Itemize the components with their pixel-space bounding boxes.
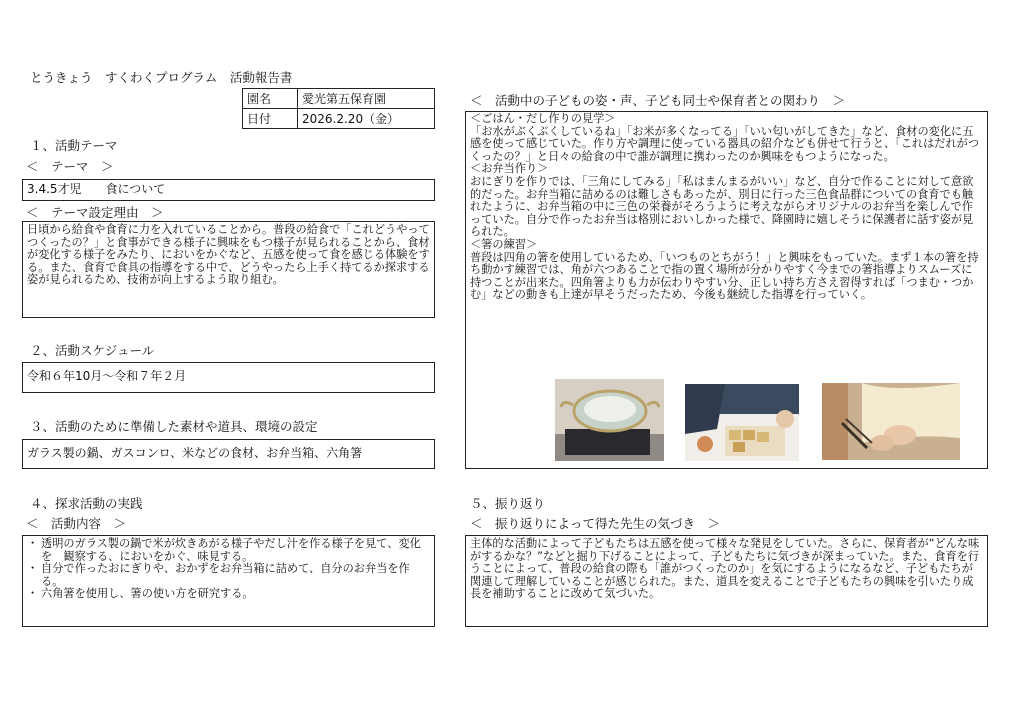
date-label: 日付 [243,109,298,129]
pot-photo-image [555,379,664,461]
materials-box [22,439,435,469]
interaction-heading: ＜ 活動中の子どもの姿・声、子ども同士や保育者との関わり ＞ [470,93,846,108]
schedule-box [22,362,435,393]
section1-heading: １、活動テーマ [30,138,118,153]
list-item: ・ 六角箸を使用し、箸の使い方を研究する。 [31,588,430,601]
facility-label: 園名 [243,89,298,109]
content-label: ＜ 活動内容 ＞ [26,516,127,531]
section3-heading: ３、活動のために準備した素材や道具、環境の設定 [30,419,318,434]
chopsticks-photo-image [822,383,960,460]
section5-heading: ５、振り返り [470,496,546,511]
theme-label: ＜ テーマ ＞ [26,159,114,174]
date-value: 2026.2.20（金） [298,109,435,129]
p2-title: ＜お弁当作り＞ [470,162,549,176]
theme-box [22,179,435,201]
reason-label: ＜ テーマ設定理由 ＞ [26,205,164,220]
facility-value: 愛光第五保育園 [298,89,435,109]
list-item: ・ 自分で作ったおにぎりや、おかずをお弁当箱に詰めて、自分のお弁当を作る。 [31,563,430,588]
list-item: ・ 透明のガラス製の鍋で米が炊きあがる様子やだし汁を作る様子を見て、変化を 観察する、においをかぐ、味見する。 [31,538,430,563]
document-title: とうきょう すくわくプログラム 活動報告書 [30,70,293,85]
theme-value: 3.4.5才児 食について [27,182,166,196]
interaction-text [466,112,987,304]
p1-title: ＜ごはん・だし作りの見学＞ [470,112,616,125]
meta-table [242,88,435,129]
schedule-value: 令和６年10月～令和７年２月 [27,369,187,383]
reason-box [22,221,435,318]
materials-value: ガラス製の鍋、ガスコンロ、米などの食材、お弁当箱、六角箸 [27,446,363,460]
pot-photo [555,379,664,461]
p1-text: 「お水がぶくぶくしているね」「お米が多くなってる」「いい匂いがしてきた」など、食材の変化に五感を使って感じていた。作り方や調理に使っている器具の紹介なども併せて行うと、「これはだれがつくったの？」と日々の給食の中で誰が調理に携わったのか興味をもつようになった。 [470,124,980,163]
section2-heading: ２、活動スケジュール [30,343,155,358]
content-list [23,536,434,601]
bento-photo-image [685,384,799,461]
reflection-label: ＜ 振り返りによって得た先生の気づき ＞ [470,516,721,531]
p2-text: おにぎりを作りでは、「三角にしてみる」「私はまんまるがいい」など、自分で作ることに対して意欲的だった。お弁当箱に詰めるのは難しさもあったが、別日に行った三色食品群についての食育でも触れたように、お弁当箱の中に三色の栄養がそろうように考えながらオリジナルのお弁当を楽しんで作っていた。自分で作ったお弁当は格別においしかった様で、降園時に嬉しそうに保護者に話す姿が見られた。 [470,174,974,239]
chopsticks-photo [822,383,960,460]
bento-photo [685,384,799,461]
reflection-text: 主体的な活動によって子どもたちは五感を使って様々な発見をしていた。さらに、保育者が“どんな味がするかな？”などと掘り下げることによって、子どもたちに気づきが深まっていた。また、食育を行うことによって、普段の給食の際も「誰がつくったのか」を気にするようになるなど、子どもたちが関連して理解していることが感じられた。また、道具を変えることで子どもたちの興味を引いたり成長を補助することに改めて気づいた。 [470,537,980,601]
reason-text: 日頃から給食や食育に力を入れていることから。普段の給食で「これどうやってつくったの？」と食事ができる様子に興味をもつ様子が見られることから、食材が変化する様子をみたり、においをかぐなど、五感を使って食を感じる体験をする。また、食育で食具の指導をする中で、どうやったら上手く持てるか探求する姿が見られるため、技術が向上するよう取り組む。 [27,223,430,287]
reflection-box [465,535,988,627]
content-box [22,535,435,627]
section4-heading: ４、探求活動の実践 [30,496,143,511]
p3-title: ＜箸の練習＞ [470,237,538,251]
p3-text: 普段は四角の箸を使用しているため、「いつものとちがう！」と興味をもっていた。まず１本の箸を持ち動かす練習では、角が六つあることで指の置く場所が分かりやすく今までの箸指導よりスムーズに持つことが出来た。四角箸よりも力が伝わりやすい分、正しい持ち方さえ習得すれば「つまむ・つかむ」などの動きも上達が早そうだったため、今後も継続した指導を行っていく。 [470,250,979,302]
